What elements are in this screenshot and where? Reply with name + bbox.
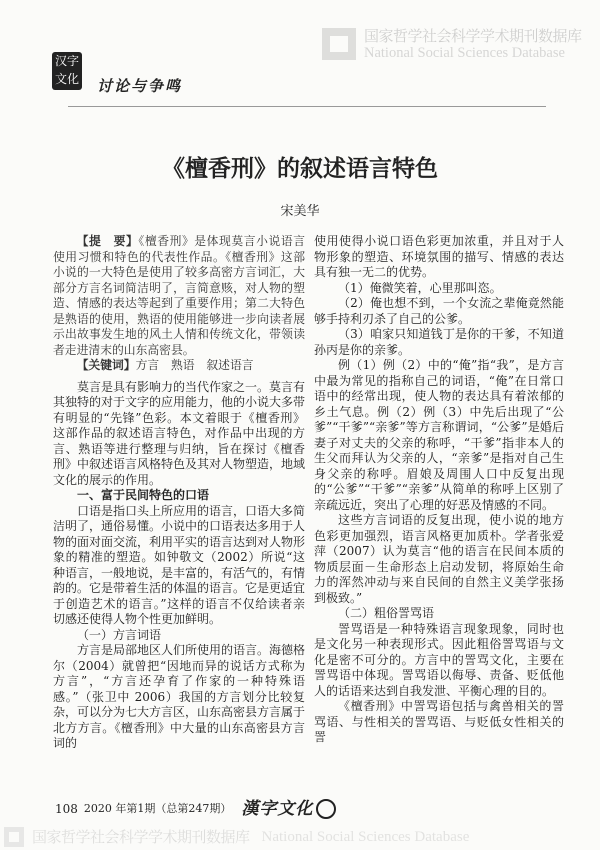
paragraph: （1）俺微笑着，心里那叫恣。 bbox=[338, 280, 502, 295]
article-title: 《檀香刑》的叙述语言特色 bbox=[162, 155, 438, 182]
keywords-text: 方言 熟语 叙述语言 bbox=[135, 358, 254, 372]
header-divider bbox=[68, 106, 546, 107]
paragraph: 例（1）例（2）中的“俺”指“我”，是方言中最为常见的指称自己的词语，“俺”在日常口语中的经常出现，使人物的表达具有着浓郁的乡土气息。例（2）例（3）中先后出现了“公爹”“干爹”“亲爹”等方言称谓词，“公爹”是婚后妻子对丈夫的父亲的称呼，“干爹”指非本人的生父而拜认为父亲的人，“亲爹”是指对自己生身父亲的称呼。眉娘及周围人口中反复出现的“公爹”“干爹”“亲爹”从简单的称呼上区别了亲疏远近，突出了心理的好恶及情感的不同。 bbox=[314, 358, 564, 512]
journal-emblem-icon bbox=[316, 799, 336, 819]
article-author: 宋美华 bbox=[280, 204, 320, 219]
paragraph: 这些方言词语的反复出现，使小说的地方色彩更加强烈，语言风格更加质朴。学者张爱萍（2007）认为莫言“他的语言在民间本质的物质层面－生命形态上启动发韧，将原始生命力的浑然冲动与来自民间的自然主义美学张扬到极致。” bbox=[314, 513, 564, 605]
abstract bbox=[53, 234, 305, 358]
paragraph: 詈骂语是一种特殊语言现象现象，同时也是文化另一种表现形式。因此粗俗詈骂语与文化是密不可分的。方言中的詈骂文化，主要在詈骂语中体现。詈骂语以侮辱、责备、贬低他人的话语来达到自我发泄、平衡心理的目的。 bbox=[314, 621, 564, 698]
paragraph: （3）咱家只知道钱丁是你的干爹，不知道孙丙是你的亲爹。 bbox=[314, 327, 564, 357]
watermark-en: National Social Sciences Database bbox=[261, 829, 470, 845]
abstract-text: 《檀香刑》是体现莫言小说语言使用习惯和特色的代表性作品。《檀香刑》这部小说的一大特色是使用了较多高密方言词汇，大部分方言名词简洁明了，言简意赅，对人物的塑造、情感的表达等起到了重要作用；第二大特色是熟语的使用，熟语的使用能够进一步向读者展示出故事发生地的风土人情和传统文化，带领读者走进清末的山东高密县。 bbox=[53, 234, 305, 357]
watermark-en: National Social Sciences Database bbox=[364, 45, 565, 61]
watermark-cn: 国家哲学社会科学学术期刊数据库 bbox=[32, 828, 250, 846]
section-title: 讨论与争鸣 bbox=[97, 77, 183, 95]
right-column bbox=[314, 234, 564, 746]
paragraph: （二）粗俗詈骂语 bbox=[338, 606, 435, 620]
issue-info: 2020 年第1期（总第247期） bbox=[83, 802, 232, 815]
database-watermark bbox=[322, 27, 582, 61]
subheading-dialect: （一）方言词语 bbox=[77, 627, 162, 642]
paragraph: （2）俺也想不到，一个女流之辈俺竟然能够手持利刃杀了自己的公爹。 bbox=[314, 296, 564, 326]
paragraph-oral: 口语是指口头上所应用的语言，口语大多简洁明了，通俗易懂。小说中的口语表达多用于人物的面对面交流，利用平实的语言达到对人物形象的精准的塑造。如钟敬文（2002）所说“这种语言，一般地说，是丰富的，有活气的，有情韵的。它是带着生活的体温的语言。它是更适宜于创造艺术的语言。”这样的语言不仅给读者亲切感还使得人物个性更加鲜明。 bbox=[53, 503, 306, 626]
journal-seal-logo: 汉字 文化 bbox=[52, 52, 82, 90]
database-logo-icon bbox=[322, 28, 356, 60]
paragraph-dialect: 方言是局部地区人们所使用的语言。海德格尔（2004）就曾把“因地而异的说话方式称为方言”，“方言还孕育了作家的一种特殊语感。”（张卫中 2006）我国的方言划分比较复杂，可以分为七大方言区，山东高密县方言属于北方方言。《檀香刑》中大量的山东高密县方言词的 bbox=[53, 643, 306, 750]
paragraph: 使用使得小说口语色彩更加浓重，并且对于人物形象的塑造、环境氛围的描写、情感的表达具有独一无二的优势。 bbox=[314, 234, 564, 279]
section-heading: 一、富于民间特色的口语 bbox=[77, 488, 210, 502]
page-number: 108 bbox=[55, 802, 78, 816]
journal-brand: 漢字文化 bbox=[241, 799, 314, 819]
left-column bbox=[53, 234, 305, 752]
keywords-label: 【关键词】 bbox=[76, 358, 136, 372]
database-watermark-bottom bbox=[4, 826, 469, 848]
watermark-cn: 国家哲学社会科学学术期刊数据库 bbox=[364, 27, 582, 45]
keywords bbox=[53, 358, 305, 374]
database-logo-icon bbox=[4, 827, 24, 847]
intro-paragraph: 莫言是具有影响力的当代作家之一。莫言有其独特的对于文字的应用能力，他的小说大多带有明显的“先锋”色彩。本文着眼于《檀香刑》这部作品的叙述语言特色，对作品中出现的方言、熟语等进行整理与归纳，旨在探讨《檀香刑》中叙述语言风格特色及其对人物塑造，地域文化的展示的作用。 bbox=[53, 379, 306, 487]
page-footer bbox=[55, 798, 336, 820]
abstract-label: 【提 要】 bbox=[76, 234, 139, 248]
paragraph: 《檀香刑》中詈骂语包括与禽兽相关的詈骂语、与性相关的詈骂语、与贬低女性相关的詈 bbox=[314, 699, 564, 744]
